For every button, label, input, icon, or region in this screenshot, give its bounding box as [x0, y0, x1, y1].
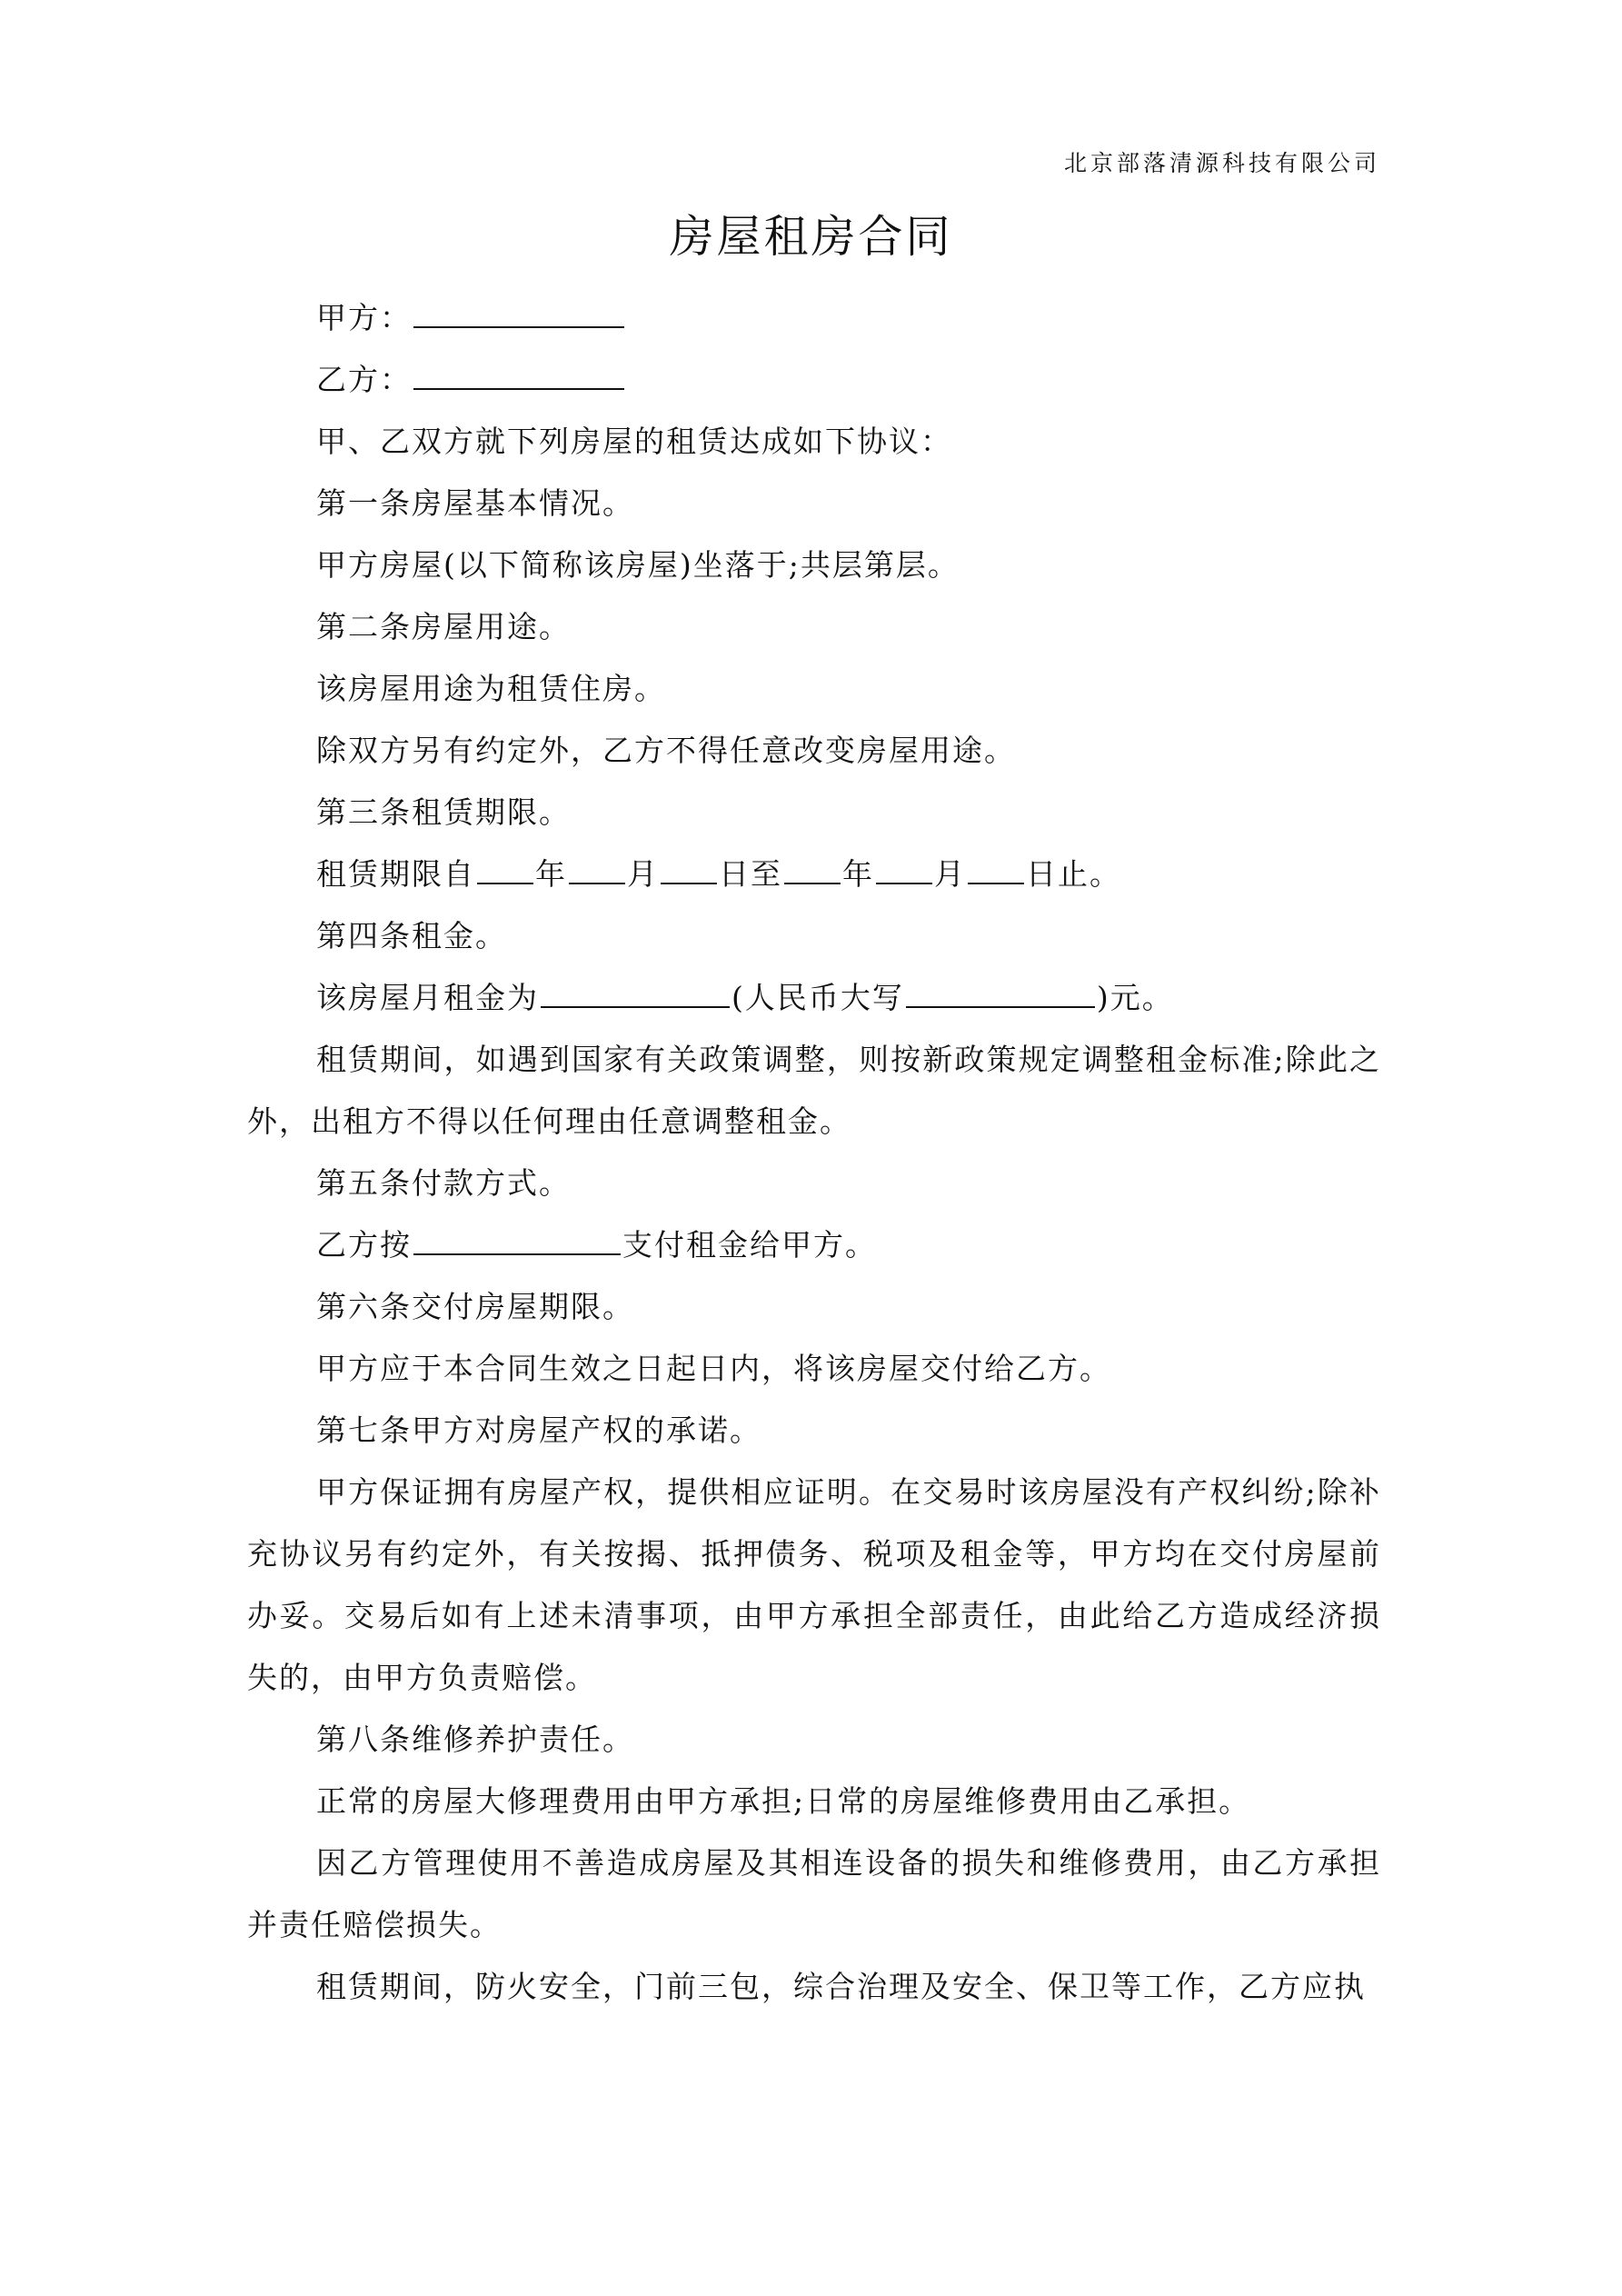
article-7-text: 甲方保证拥有房屋产权，提供相应证明。在交易时该房屋没有产权纠纷;除补充协议另有约定外，有关按揭、抵押债务、税项及租金等，甲方均在交付房屋前办妥。交易后如有上述未清事项，由甲方承担全部责任，由此给乙方造成经济损失的，由甲方负责赔偿。: [247, 1474, 1381, 1695]
end-year-blank[interactable]: [784, 846, 841, 884]
article-1-title: 第一条房屋基本情况。: [316, 485, 634, 521]
document-title: 房屋租房合同: [669, 211, 953, 263]
party-b-blank[interactable]: [413, 352, 624, 390]
article-6-text: 甲方应于本合同生效之日起日内，将该房屋交付给乙方。: [316, 1351, 1111, 1386]
rent-suffix: )元。: [1096, 980, 1174, 1015]
contract-body: [247, 287, 1381, 2018]
payment-method-blank[interactable]: [413, 1217, 621, 1255]
article-2-text-1: 该房屋用途为租赁住房。: [316, 671, 666, 706]
monthly-rent-blank[interactable]: [541, 970, 730, 1008]
article-8-title: 第八条维修养护责任。: [316, 1722, 634, 1757]
end-day-label: 日止。: [1026, 856, 1121, 892]
party-a-blank[interactable]: [413, 290, 624, 328]
start-day-label: 日至: [719, 856, 782, 892]
end-year-label: 年: [842, 856, 874, 892]
party-a-line: [247, 287, 1381, 349]
article-1-text: 甲方房屋(以下简称该房屋)坐落于;共层第层。: [316, 547, 960, 583]
payment-prefix: 乙方按: [316, 1227, 412, 1263]
rent-rmb-label: (人民币大写: [731, 980, 904, 1015]
article-8-text-2: 因乙方管理使用不善造成房屋及其相连设备的损失和维修费用，由乙方承担并责任赔偿损失。: [247, 1845, 1381, 1942]
rent-capital-blank[interactable]: [906, 970, 1095, 1008]
article-2-title: 第二条房屋用途。: [316, 609, 571, 644]
intro-line: 甲、乙双方就下列房屋的租赁达成如下协议：: [316, 424, 952, 459]
article-2-text-2: 除双方另有约定外，乙方不得任意改变房屋用途。: [316, 733, 1016, 768]
article-8-text-3: 租赁期间，防火安全，门前三包，综合治理及安全、保卫等工作，乙方应执: [316, 1969, 1366, 2004]
article-3-term-line: [247, 844, 1381, 905]
article-3-title: 第三条租赁期限。: [316, 794, 571, 830]
party-b-label: 乙方：: [316, 362, 412, 397]
article-4-rent-line: [247, 967, 1381, 1029]
article-5-payment-line: [247, 1214, 1381, 1276]
article-7-title: 第七条甲方对房屋产权的承诺。: [316, 1413, 761, 1448]
rent-prefix: 该房屋月租金为: [316, 980, 539, 1015]
end-month-blank[interactable]: [876, 846, 932, 884]
article-4-text-2: 租赁期间，如遇到国家有关政策调整，则按新政策规定调整租金标准;除此之外，出租方不得以任何理由任意调整租金。: [247, 1042, 1381, 1139]
start-year-blank[interactable]: [477, 846, 533, 884]
payment-suffix: 支付租金给甲方。: [622, 1227, 877, 1263]
company-name: 北京部落清源科技有限公司: [1063, 150, 1380, 176]
party-a-label: 甲方：: [316, 300, 412, 335]
party-b-line: [247, 349, 1381, 411]
article-6-title: 第六条交付房屋期限。: [316, 1289, 634, 1324]
end-month-label: 月: [934, 856, 966, 892]
start-year-label: 年: [535, 856, 567, 892]
end-day-blank[interactable]: [968, 846, 1024, 884]
article-5-title: 第五条付款方式。: [316, 1165, 571, 1201]
article-8-text-1: 正常的房屋大修理费用由甲方承担;日常的房屋维修费用由乙承担。: [316, 1783, 1251, 1819]
term-prefix: 租赁期限自: [316, 856, 475, 892]
start-month-label: 月: [627, 856, 659, 892]
start-day-blank[interactable]: [661, 846, 717, 884]
start-month-blank[interactable]: [569, 846, 625, 884]
article-4-title: 第四条租金。: [316, 918, 507, 953]
